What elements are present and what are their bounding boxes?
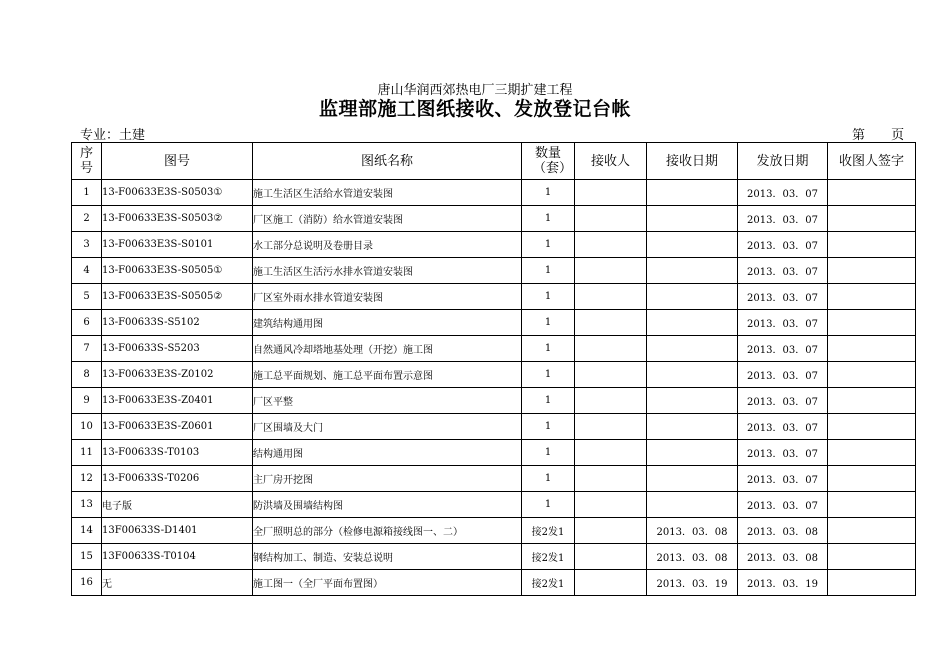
cell-quantity: 1	[522, 492, 575, 518]
cell-drawing-name: 全厂照明总的部分（检修电源箱接线图一、二）	[253, 518, 522, 544]
cell-receiver	[575, 258, 647, 284]
cell-quantity: 接2发1	[522, 544, 575, 570]
cell-seq: 12	[72, 466, 102, 492]
cell-quantity: 1	[522, 310, 575, 336]
cell-seq: 10	[72, 414, 102, 440]
cell-seq: 7	[72, 336, 102, 362]
cell-drawing-name: 施工总平面规划、施工总平面布置示意图	[253, 362, 522, 388]
cell-drawing-number: 13-F00633S-S5203	[102, 336, 253, 362]
cell-receiver	[575, 570, 647, 596]
table-row	[72, 466, 916, 492]
table-row	[72, 284, 916, 310]
cell-receive-date	[647, 206, 738, 232]
table-row	[72, 310, 916, 336]
cell-issue-date: 2013．03．07	[738, 258, 828, 284]
cell-receive-date: 2013．03．08	[647, 518, 738, 544]
cell-issue-date: 2013．03．08	[738, 544, 828, 570]
cell-drawing-name: 结构通用图	[253, 440, 522, 466]
page-title: 监理部施工图纸接收、发放登记台帐	[318, 98, 631, 120]
cell-quantity: 1	[522, 206, 575, 232]
cell-seq: 2	[72, 206, 102, 232]
table-row	[72, 232, 916, 258]
cell-receive-date: 2013．03．08	[647, 544, 738, 570]
cell-receive-date	[647, 180, 738, 206]
col-header-signer: 收图人签字	[828, 143, 916, 180]
cell-seq: 14	[72, 518, 102, 544]
cell-receive-date	[647, 336, 738, 362]
table-row	[72, 544, 916, 570]
cell-quantity: 1	[522, 284, 575, 310]
cell-receive-date	[647, 258, 738, 284]
cell-seq: 3	[72, 232, 102, 258]
cell-receive-date: 2013．03．19	[647, 570, 738, 596]
cell-signer	[828, 492, 916, 518]
col-header-receiver: 接收人	[575, 143, 647, 180]
table-row	[72, 388, 916, 414]
table-row	[72, 570, 916, 596]
cell-drawing-name: 厂区室外雨水排水管道安装图	[253, 284, 522, 310]
cell-drawing-number: 13-F00633E3S-S0505②	[102, 284, 253, 310]
cell-drawing-name: 施工生活区生活污水排水管道安装图	[253, 258, 522, 284]
cell-seq: 6	[72, 310, 102, 336]
cell-quantity: 1	[522, 180, 575, 206]
cell-signer	[828, 544, 916, 570]
cell-issue-date: 2013．03．07	[738, 336, 828, 362]
col-header-seq: 序号	[72, 143, 102, 180]
cell-seq: 16	[72, 570, 102, 596]
cell-receiver	[575, 180, 647, 206]
cell-receive-date	[647, 310, 738, 336]
cell-quantity: 1	[522, 440, 575, 466]
project-title: 唐山华润西郊热电厂三期扩建工程	[377, 83, 573, 98]
cell-receiver	[575, 206, 647, 232]
cell-receiver	[575, 492, 647, 518]
cell-receive-date	[647, 466, 738, 492]
cell-quantity: 1	[522, 258, 575, 284]
cell-drawing-number: 13F00633S-T0104	[102, 544, 253, 570]
cell-drawing-name: 水工部分总说明及卷册目录	[253, 232, 522, 258]
cell-quantity: 1	[522, 414, 575, 440]
cell-quantity: 1	[522, 232, 575, 258]
cell-receive-date	[647, 362, 738, 388]
col-header-name: 图纸名称	[253, 143, 522, 180]
cell-signer	[828, 336, 916, 362]
table-row	[72, 206, 916, 232]
cell-signer	[828, 388, 916, 414]
cell-seq: 11	[72, 440, 102, 466]
cell-signer	[828, 258, 916, 284]
cell-receive-date	[647, 440, 738, 466]
cell-receiver	[575, 284, 647, 310]
cell-drawing-name: 防洪墙及围墙结构图	[253, 492, 522, 518]
cell-drawing-name: 建筑结构通用图	[253, 310, 522, 336]
table-row	[72, 258, 916, 284]
cell-drawing-number: 电子版	[102, 492, 253, 518]
cell-quantity: 接2发1	[522, 518, 575, 544]
drawing-ledger-table	[71, 142, 916, 596]
col-header-issue-date: 发放日期	[738, 143, 828, 180]
table-row	[72, 440, 916, 466]
cell-drawing-name: 厂区围墙及大门	[253, 414, 522, 440]
cell-signer	[828, 466, 916, 492]
table-header-row	[72, 143, 916, 180]
cell-signer	[828, 518, 916, 544]
cell-drawing-number: 13-F00633E3S-S0101	[102, 232, 253, 258]
cell-quantity: 1	[522, 466, 575, 492]
cell-drawing-number: 13F00633S-D1401	[102, 518, 253, 544]
cell-drawing-number: 13-F00633E3S-Z0401	[102, 388, 253, 414]
table-row	[72, 492, 916, 518]
cell-drawing-name: 厂区施工（消防）给水管道安装图	[253, 206, 522, 232]
cell-drawing-number: 13-F00633E3S-Z0102	[102, 362, 253, 388]
cell-receive-date	[647, 414, 738, 440]
cell-issue-date: 2013．03．07	[738, 310, 828, 336]
cell-quantity: 1	[522, 388, 575, 414]
cell-issue-date: 2013．03．07	[738, 362, 828, 388]
cell-issue-date: 2013．03．07	[738, 232, 828, 258]
cell-signer	[828, 310, 916, 336]
cell-quantity: 接2发1	[522, 570, 575, 596]
cell-receive-date	[647, 388, 738, 414]
table-row	[72, 362, 916, 388]
cell-receiver	[575, 310, 647, 336]
cell-drawing-name: 钢结构加工、制造、安装总说明	[253, 544, 522, 570]
cell-drawing-number: 13-F00633E3S-S0503②	[102, 206, 253, 232]
cell-drawing-number: 13-F00633S-T0206	[102, 466, 253, 492]
cell-seq: 15	[72, 544, 102, 570]
cell-signer	[828, 362, 916, 388]
cell-issue-date: 2013．03．07	[738, 492, 828, 518]
cell-drawing-number: 13-F00633E3S-S0505①	[102, 258, 253, 284]
cell-seq: 4	[72, 258, 102, 284]
cell-seq: 13	[72, 492, 102, 518]
cell-issue-date: 2013．03．07	[738, 180, 828, 206]
cell-quantity: 1	[522, 362, 575, 388]
cell-drawing-name: 主厂房开挖图	[253, 466, 522, 492]
cell-seq: 1	[72, 180, 102, 206]
specialty-label: 专业：土建	[80, 128, 146, 143]
cell-receiver	[575, 466, 647, 492]
cell-receiver	[575, 518, 647, 544]
cell-drawing-name: 厂区平整	[253, 388, 522, 414]
cell-issue-date: 2013．03．07	[738, 466, 828, 492]
table-row	[72, 180, 916, 206]
cell-seq: 8	[72, 362, 102, 388]
cell-receive-date	[647, 232, 738, 258]
cell-drawing-name: 施工图一（全厂平面布置图）	[253, 570, 522, 596]
cell-receiver	[575, 544, 647, 570]
cell-signer	[828, 232, 916, 258]
cell-issue-date: 2013．03．07	[738, 388, 828, 414]
cell-receiver	[575, 414, 647, 440]
cell-issue-date: 2013．03．07	[738, 206, 828, 232]
cell-signer	[828, 284, 916, 310]
cell-drawing-number: 13-F00633S-T0103	[102, 440, 253, 466]
cell-drawing-name: 施工生活区生活给水管道安装图	[253, 180, 522, 206]
cell-signer	[828, 570, 916, 596]
cell-receiver	[575, 232, 647, 258]
cell-drawing-name: 自然通风冷却塔地基处理（开挖）施工图	[253, 336, 522, 362]
cell-signer	[828, 206, 916, 232]
cell-receiver	[575, 362, 647, 388]
cell-drawing-number: 13-F00633S-S5102	[102, 310, 253, 336]
cell-issue-date: 2013．03．07	[738, 414, 828, 440]
cell-drawing-number: 13-F00633E3S-Z0601	[102, 414, 253, 440]
cell-receiver	[575, 388, 647, 414]
col-header-code: 图号	[102, 143, 253, 180]
cell-signer	[828, 440, 916, 466]
col-header-recv-date: 接收日期	[647, 143, 738, 180]
cell-receive-date	[647, 284, 738, 310]
cell-drawing-number: 无	[102, 570, 253, 596]
table-row	[72, 518, 916, 544]
cell-seq: 9	[72, 388, 102, 414]
cell-issue-date: 2013．03．08	[738, 518, 828, 544]
cell-seq: 5	[72, 284, 102, 310]
cell-receiver	[575, 440, 647, 466]
cell-receiver	[575, 336, 647, 362]
cell-issue-date: 2013．03．07	[738, 284, 828, 310]
table-row	[72, 336, 916, 362]
table-row	[72, 414, 916, 440]
cell-issue-date: 2013．03．19	[738, 570, 828, 596]
cell-quantity: 1	[522, 336, 575, 362]
page-number-label: 第 页	[852, 128, 905, 143]
col-header-qty: 数量（套）	[522, 143, 575, 180]
cell-drawing-number: 13-F00633E3S-S0503①	[102, 180, 253, 206]
cell-signer	[828, 414, 916, 440]
cell-signer	[828, 180, 916, 206]
cell-issue-date: 2013．03．07	[738, 440, 828, 466]
cell-receive-date	[647, 492, 738, 518]
